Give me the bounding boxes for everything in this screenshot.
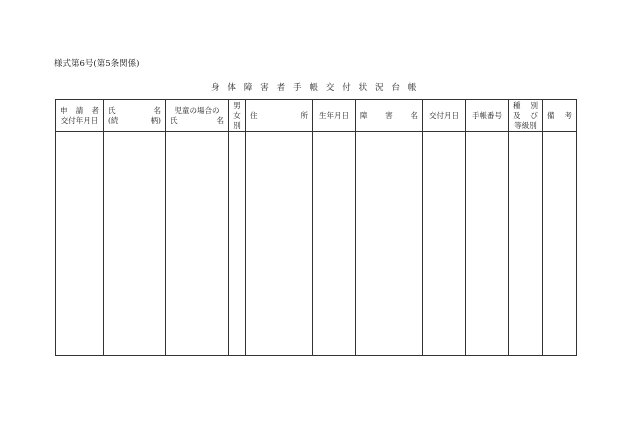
header-text: 者	[91, 105, 99, 115]
header-row	[56, 100, 577, 132]
header-text: び	[530, 110, 538, 120]
cell-disability[interactable]	[356, 132, 423, 356]
header-text: (続	[108, 115, 119, 125]
header-remarks	[543, 100, 577, 132]
header-text: 障	[360, 110, 368, 120]
header-text: 申	[60, 105, 68, 115]
cell-applicant-issue-date[interactable]	[56, 132, 104, 356]
ledger-body-row	[56, 132, 577, 356]
cell-notebook-number[interactable]	[466, 132, 509, 356]
header-text: 種	[513, 100, 521, 110]
cell-child-name[interactable]	[166, 132, 229, 356]
cell-name[interactable]	[104, 132, 166, 356]
header-birth-date	[313, 100, 356, 132]
header-issue-date	[423, 100, 466, 132]
header-text: 名	[216, 115, 224, 125]
header-text: 名	[153, 105, 161, 115]
cell-grade[interactable]	[509, 132, 543, 356]
header-text: 柄)	[150, 115, 161, 125]
header-text: 及	[513, 110, 521, 120]
cell-birth-date[interactable]	[313, 132, 356, 356]
header-text: 交付月日	[429, 110, 459, 120]
header-text: 害	[385, 110, 393, 120]
header-text: 請	[75, 105, 84, 115]
header-text: 児童の場合の	[174, 105, 220, 115]
header-sex	[229, 100, 246, 132]
header-text: 手帳番号	[472, 110, 502, 120]
header-name	[104, 100, 166, 132]
header-grade	[509, 100, 543, 132]
header-text: 交付年月日	[60, 115, 99, 125]
header-text: 生年月日	[319, 110, 349, 120]
header-address	[246, 100, 313, 132]
header-text: 氏	[170, 115, 178, 125]
cell-issue-date[interactable]	[423, 132, 466, 356]
header-notebook-number	[466, 100, 509, 132]
header-text: 備	[547, 110, 555, 120]
header-text: 女	[233, 110, 241, 120]
header-applicant-issue-date	[56, 100, 104, 132]
header-text: 氏	[108, 105, 116, 115]
header-text: 男	[233, 100, 241, 110]
ledger-table	[55, 99, 577, 356]
header-text: 所	[300, 110, 308, 120]
document-title: 身 体 障 害 者 手 帳 交 付 状 況 台 帳	[211, 83, 419, 93]
cell-sex[interactable]	[229, 132, 246, 356]
header-text: 名	[410, 110, 418, 120]
header-disability	[356, 100, 423, 132]
header-child-name	[166, 100, 229, 132]
header-text: 別	[530, 100, 538, 110]
header-text: 考	[564, 110, 572, 120]
header-text: 別	[233, 120, 241, 130]
header-text: 等級別	[514, 120, 537, 130]
header-text: 住	[250, 110, 258, 120]
cell-address[interactable]	[246, 132, 313, 356]
cell-remarks[interactable]	[543, 132, 577, 356]
form-number: 様式第6号(第5条関係)	[54, 59, 140, 69]
